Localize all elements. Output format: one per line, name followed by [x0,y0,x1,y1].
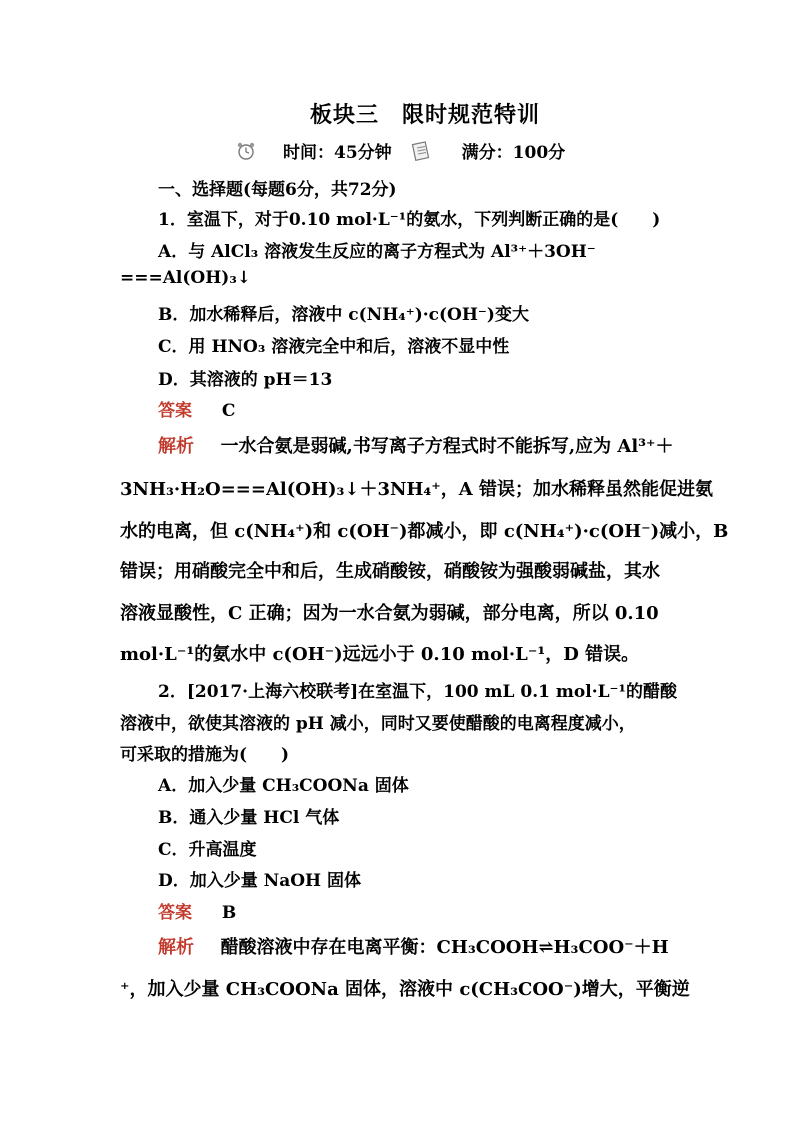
q2-option-a: A．加入少量 CH₃COONa 固体 [158,776,409,796]
q1-option-a: A．与 AlCl₃ 溶液发生反应的离子方程式为 Al³⁺＋3OH⁻ [158,242,596,262]
q2-stem-1: 2．[2017·上海六校联考]在室温下，100 mL 0.1 mol·L⁻¹的醋酸 [158,682,677,702]
q1-option-d: D．其溶液的 pH＝13 [158,370,333,390]
q1-explanation-2: 3NH₃·H₂O===Al(OH)₃↓＋3NH₄⁺，A 错误；加水稀释虽然能促进氨 [120,479,714,500]
q1-answer [158,396,235,421]
explanation-text: 一水合氨是弱碱,书写离子方程式时不能拆写,应为 Al³⁺＋ [220,436,674,457]
q1-explanation-6: mol·L⁻¹的氨水中 c(OH⁻)远远小于 0.10 mol·L⁻¹，D 错误。 [120,644,640,665]
answer-label: 答案 [158,401,192,421]
q1-option-b: B．加水稀释后，溶液中 c(NH₄⁺)·c(OH⁻)变大 [158,305,529,325]
explanation-label: 解析 [158,436,194,457]
score-sheet-icon [410,140,432,162]
alarm-clock-icon [235,140,257,162]
q2-option-c: C．升高温度 [158,840,257,860]
q2-option-d: D．加入少量 NaOH 固体 [158,871,362,891]
answer-value: B [221,903,237,923]
q1-explanation-3: 水的电离，但 c(NH₄⁺)和 c(OH⁻)都减小，即 c(NH₄⁺)·c(OH⁻)减小，B [120,521,729,542]
q1-explanation-5: 溶液显酸性，C 正确；因为一水合氨为弱碱，部分电离，所以 0.10 [120,603,659,624]
q2-explanation-2: ⁺，加入少量 CH₃COONa 固体，溶液中 c(CH₃COO⁻)增大，平衡逆 [120,979,690,1000]
q1-explanation-4: 错误；用硝酸完全中和后，生成硝酸铵，硝酸铵为强酸弱碱盐，其水 [120,561,660,582]
q2-stem-3: 可采取的措施为( ) [120,745,290,765]
explanation-text: 醋酸溶液中存在电离平衡：CH₃COOH⇌H₃COO⁻＋H [220,937,669,958]
full-score: 满分：100分 [461,143,566,163]
q1-stem: 1．室温下，对于0.10 mol·L⁻¹的氨水，下列判断正确的是( ) [158,210,661,230]
q2-answer [158,898,236,923]
q1-option-c: C．用 HNO₃ 溶液完全中和后，溶液不显中性 [158,337,510,357]
explanation-label: 解析 [158,937,194,958]
answer-value: C [221,401,236,421]
q2-stem-2: 溶液中，欲使其溶液的 pH 减小，同时又要使醋酸的电离程度减小， [120,714,636,734]
exam-meta [235,138,565,163]
time-limit: 时间：45分钟 [283,143,392,163]
q1-option-a-cont: ===Al(OH)₃↓ [120,268,252,288]
answer-label: 答案 [158,903,192,923]
section-heading: 一、选择题(每题6分，共72分) [158,180,397,200]
page-title: 板块三 限时规范特训 [309,102,540,128]
q2-option-b: B．通入少量 HCl 气体 [158,808,340,828]
q1-explanation-1 [158,432,674,458]
q2-explanation-1 [158,933,669,959]
